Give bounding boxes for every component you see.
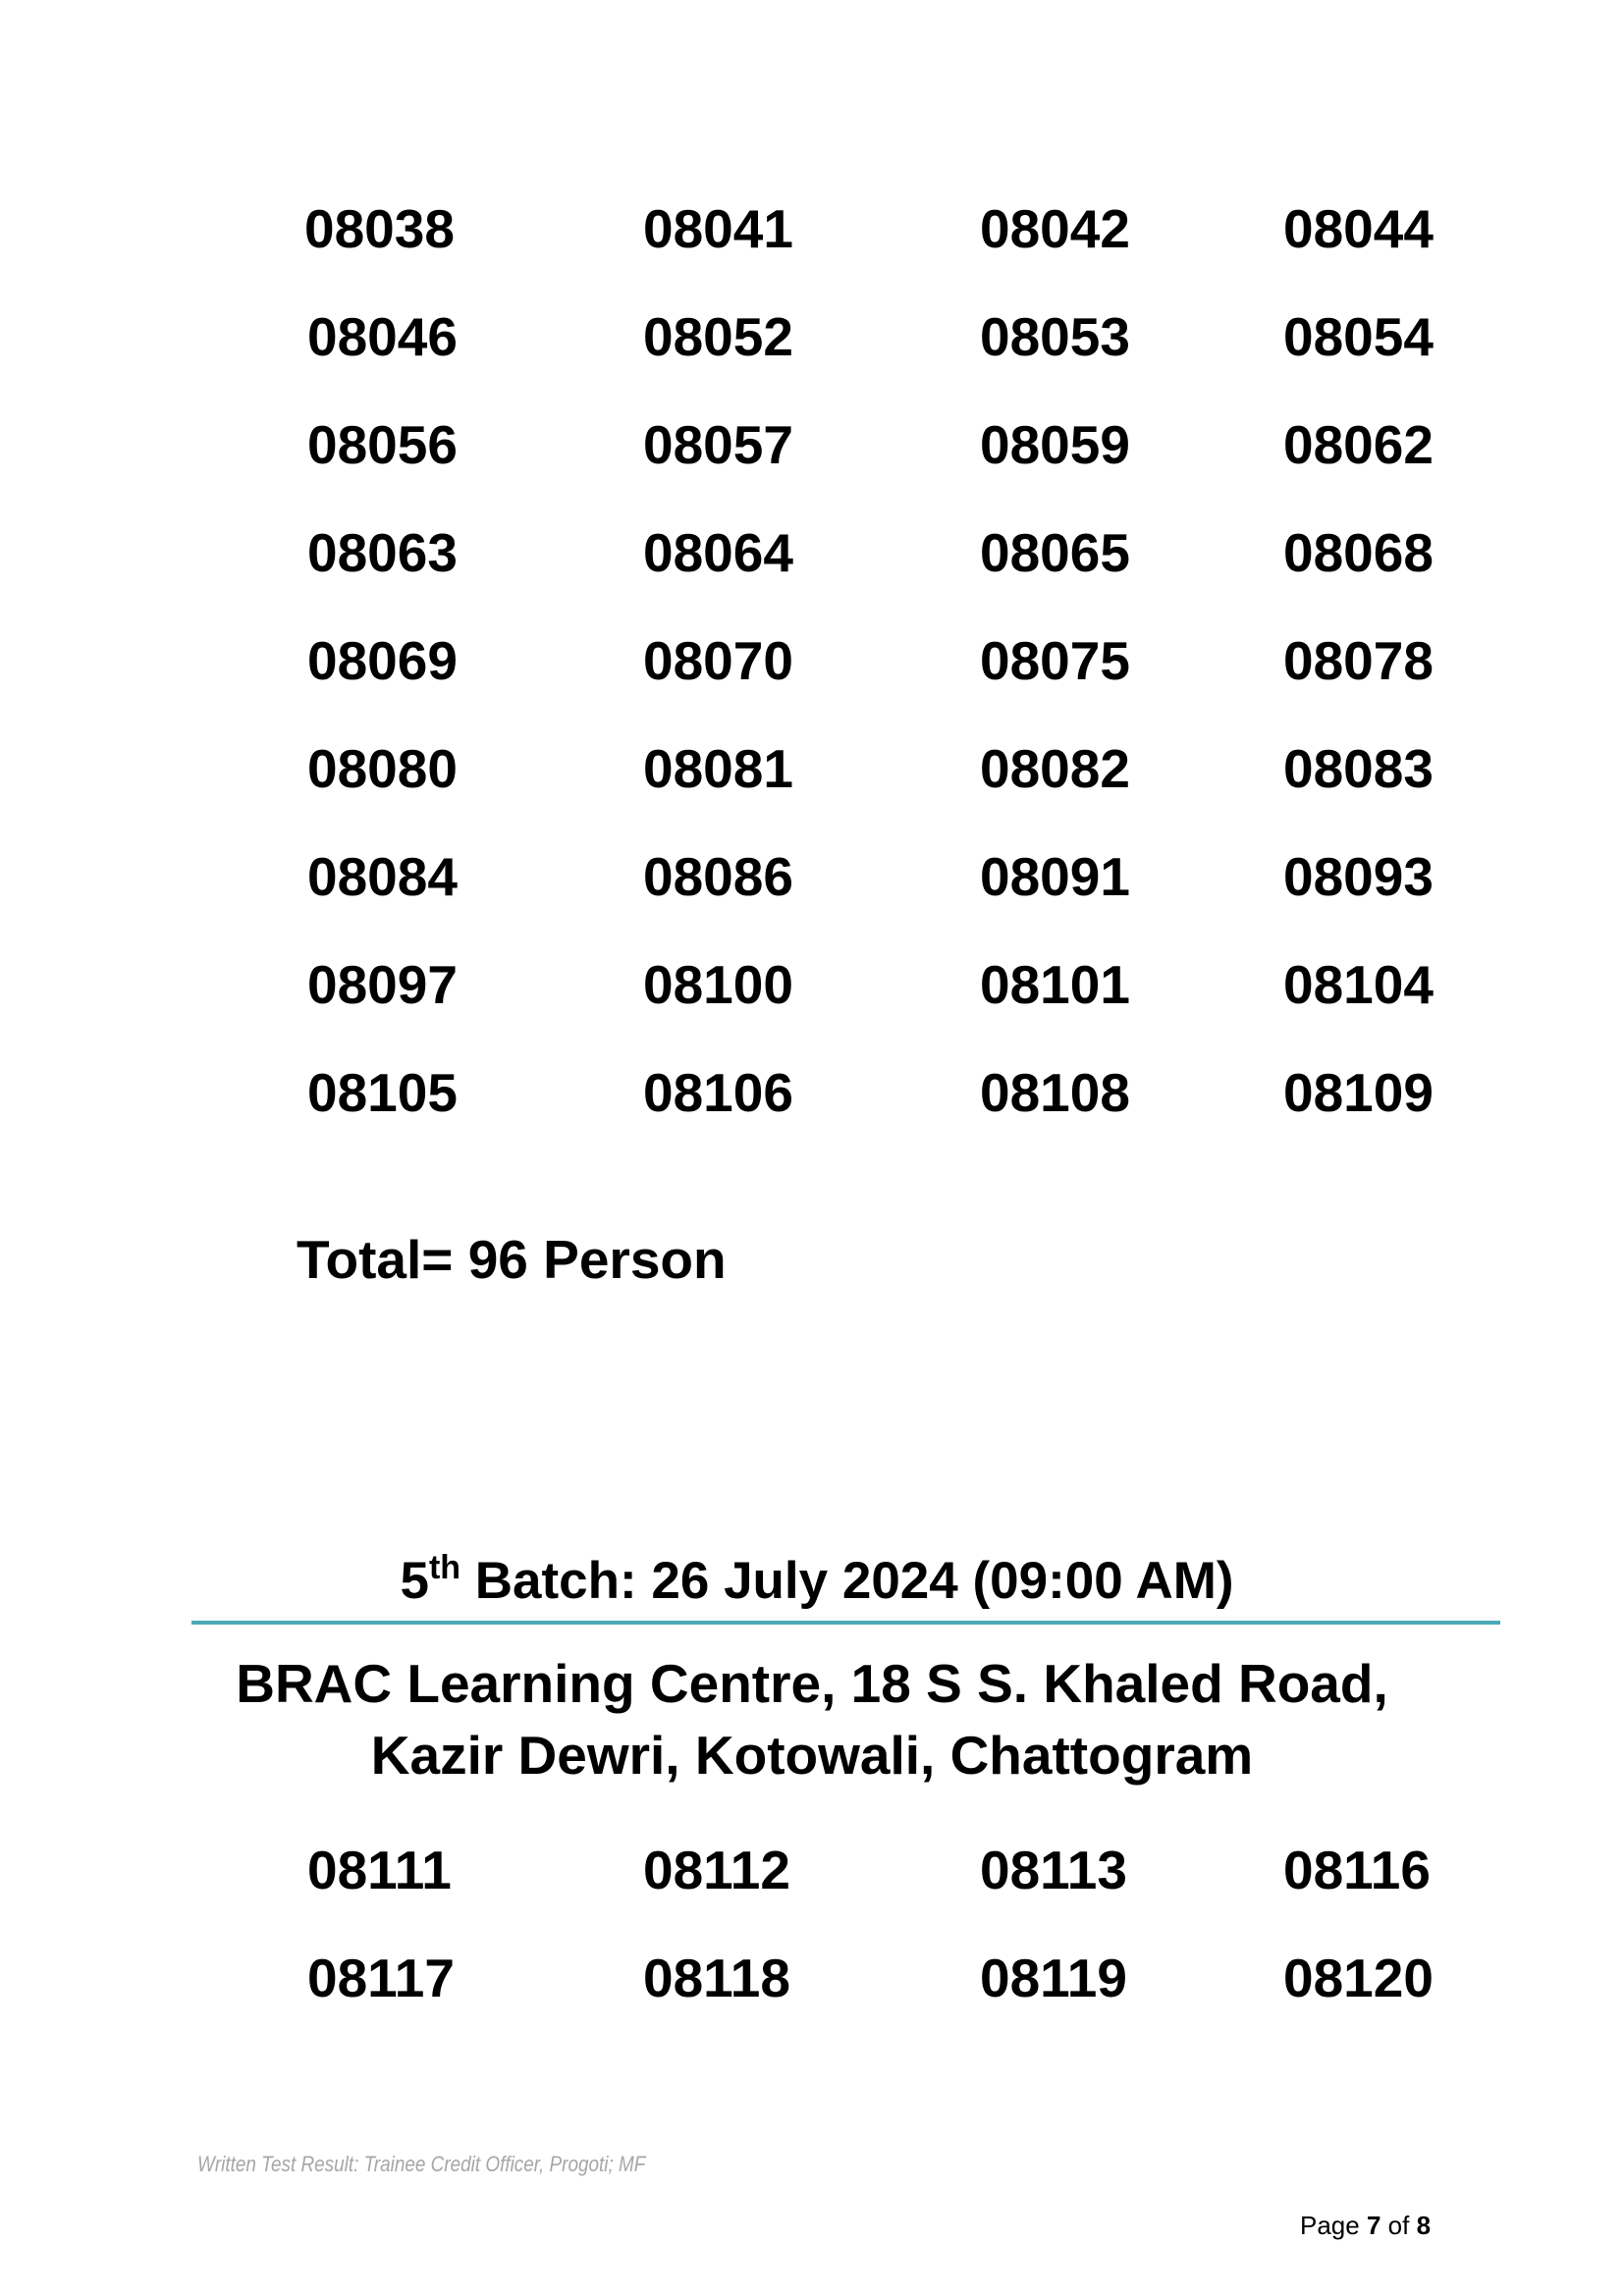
roll-number: 08108 [980,1062,1130,1123]
roll-number: 08120 [1283,1948,1434,2008]
roll-number: 08084 [307,846,458,907]
table-row [0,518,1624,587]
table-row [0,410,1624,479]
table-row [0,302,1624,371]
roll-number: 08041 [643,198,793,259]
page-prefix: Page [1300,2211,1367,2240]
roll-number: 08101 [980,954,1130,1015]
total-count: Total= 96 Person [297,1229,727,1290]
page-number [1300,2211,1431,2241]
roll-number: 08068 [1283,522,1434,583]
batch-ordinal-suffix: th [428,1549,461,1586]
roll-number: 08044 [1283,198,1434,259]
table-row [0,1058,1624,1127]
roll-number: 08081 [643,738,793,799]
table-row [0,842,1624,911]
table-row [0,1944,1624,2012]
page-middle: of [1380,2211,1417,2240]
roll-number: 08086 [643,846,793,907]
roll-number: 08057 [643,414,793,475]
page-total: 8 [1416,2211,1432,2240]
roll-number: 08080 [307,738,458,799]
page-current: 7 [1366,2211,1381,2240]
roll-number: 08056 [307,414,458,475]
roll-number: 08052 [643,306,793,367]
venue-address-line2: Kazir Dewri, Kotowali, Chattogram [370,1725,1254,1786]
roll-number: 08064 [643,522,793,583]
roll-number: 08054 [1283,306,1434,367]
roll-number: 08119 [980,1948,1127,2008]
roll-number: 08038 [304,198,455,259]
roll-number: 08078 [1283,630,1434,691]
batch-heading [0,1547,1624,1616]
roll-number: 08118 [643,1948,790,2008]
roll-number: 08083 [1283,738,1434,799]
roll-number: 08111 [307,1840,452,1900]
roll-number: 08042 [980,198,1130,259]
batch-heading-text: Batch: 26 July 2024 (09:00 AM) [460,1552,1234,1610]
roll-number: 08100 [643,954,793,1015]
roll-number: 08112 [643,1840,790,1900]
roll-number: 08106 [643,1062,793,1123]
roll-number: 08063 [307,522,458,583]
roll-number: 08091 [980,846,1130,907]
roll-number: 08105 [307,1062,458,1123]
roll-number: 08069 [307,630,458,691]
table-row [0,734,1624,803]
roll-number: 08065 [980,522,1130,583]
roll-number: 08117 [307,1948,455,2008]
roll-number: 08070 [643,630,793,691]
roll-number: 08116 [1283,1840,1431,1900]
table-row [0,194,1624,263]
roll-number: 08062 [1283,414,1434,475]
roll-number: 08093 [1283,846,1434,907]
roll-number: 08053 [980,306,1130,367]
roll-number: 08075 [980,630,1130,691]
footer-note: Written Test Result: Trainee Credit Officer, Progoti; MF [197,2152,646,2176]
table-row [0,1836,1624,1904]
roll-number: 08082 [980,738,1130,799]
roll-number: 08109 [1283,1062,1434,1123]
roll-number: 08104 [1283,954,1434,1015]
roll-number: 08097 [307,954,458,1015]
table-row [0,950,1624,1019]
heading-rule [191,1621,1500,1625]
roll-number: 08059 [980,414,1130,475]
roll-number: 08046 [307,306,458,367]
venue-address-line1: BRAC Learning Centre, 18 S S. Khaled Road, [236,1653,1388,1714]
batch-ordinal-number: 5 [400,1552,429,1610]
table-row [0,626,1624,695]
roll-number: 08113 [980,1840,1127,1900]
